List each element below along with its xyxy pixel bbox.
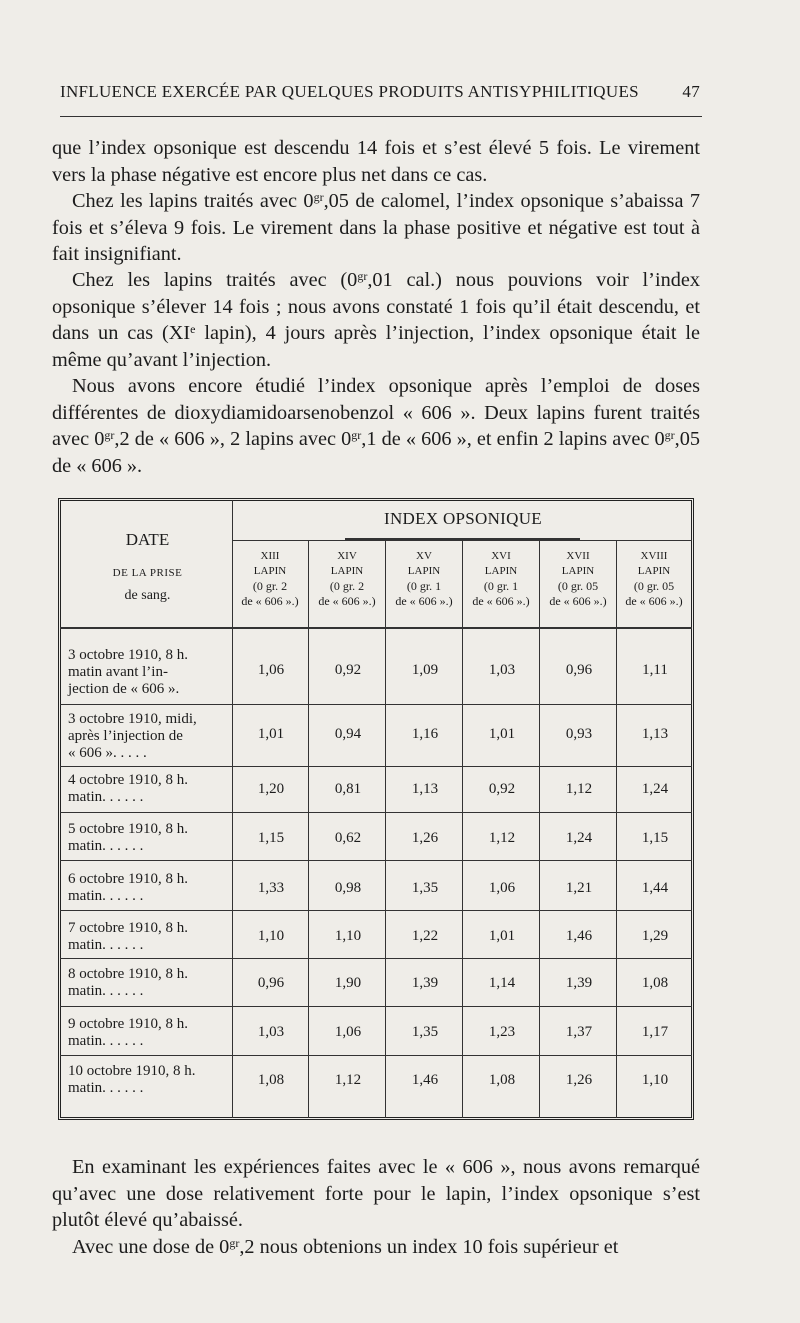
paragraph-4 bbox=[52, 373, 700, 479]
date-header: DATE bbox=[125, 530, 170, 549]
table-cell: 0,92 bbox=[488, 781, 516, 797]
column-header-xv bbox=[387, 549, 461, 609]
column-dose-unit: de « 606 ».) bbox=[472, 594, 530, 608]
table-cell: 1,26 bbox=[565, 1072, 593, 1088]
table-row-date bbox=[68, 772, 228, 806]
column-dose: (0 gr. 1 bbox=[406, 579, 442, 593]
paragraph-6 bbox=[52, 1234, 700, 1261]
row-separator bbox=[60, 958, 692, 959]
column-roman: XIV bbox=[337, 550, 357, 562]
table-cell: 1,01 bbox=[488, 928, 516, 944]
table-cell: 1,23 bbox=[488, 1024, 516, 1040]
row-separator bbox=[60, 910, 692, 911]
column-label: LAPIN bbox=[561, 565, 595, 577]
column-dose: (0 gr. 2 bbox=[252, 579, 288, 593]
table-cell: 1,06 bbox=[257, 662, 285, 678]
table-cell: 1,09 bbox=[411, 662, 439, 678]
paragraph-5-text: En examinant les expériences faites avec le « 606 », nous avons remarqué qu’avec une dose relativement forte pour le lapin, l’index opsonique s’est plutôt élevé qu’abaissé. bbox=[52, 1156, 700, 1232]
index-header: INDEX OPSONIQUE bbox=[384, 509, 542, 528]
row-date-line: matin avant l’in- bbox=[68, 664, 168, 680]
table-cell: 1,24 bbox=[641, 781, 669, 797]
table-cell: 1,21 bbox=[565, 880, 593, 896]
table-cell: 1,17 bbox=[641, 1024, 669, 1040]
row-date-line: 4 octobre 1910, 8 h. bbox=[68, 772, 188, 788]
paragraph-6-text: Avec une dose de $0^{gr},2$ nous obtenions un index 10 fois supérieur et bbox=[72, 1236, 619, 1258]
table-cell: 1,12 bbox=[334, 1072, 362, 1088]
paragraph-2-text: Chez les lapins traités avec $0^{gr},05$ de calomel, l’index opsonique s’abaissa 7 fois et s’éleva 9 fois. Le virement dans la phase positive et négative est tout à fait insignifiant. bbox=[52, 190, 700, 266]
column-dose-unit: de « 606 ».) bbox=[395, 594, 453, 608]
table-cell: 1,39 bbox=[565, 975, 593, 991]
column-header-xiv bbox=[310, 549, 384, 609]
table-cell: 1,08 bbox=[641, 975, 669, 991]
row-date-line: 3 octobre 1910, 8 h. bbox=[68, 647, 188, 663]
table-cell: 1,13 bbox=[641, 726, 669, 742]
paragraph-5 bbox=[52, 1154, 700, 1234]
table-cell: 1,37 bbox=[565, 1024, 593, 1040]
column-dose: (0 gr. 2 bbox=[329, 579, 365, 593]
row-date-line: 10 octobre 1910, 8 h. bbox=[68, 1063, 196, 1079]
table-cell: 1,90 bbox=[334, 975, 362, 991]
table-row-date bbox=[68, 1016, 228, 1050]
column-label: LAPIN bbox=[330, 565, 364, 577]
date-subheader-2: de sang. bbox=[124, 588, 171, 603]
table-cell: 1,44 bbox=[641, 880, 669, 896]
header-rule bbox=[60, 116, 702, 117]
column-dose: (0 gr. 05 bbox=[633, 579, 675, 593]
table-cell: 0,96 bbox=[257, 975, 285, 991]
table-cell: 1,14 bbox=[488, 975, 516, 991]
row-date-line: 5 octobre 1910, 8 h. bbox=[68, 821, 188, 837]
column-label: LAPIN bbox=[637, 565, 671, 577]
column-roman: XVIII bbox=[640, 550, 668, 562]
table-row-date bbox=[68, 1063, 228, 1097]
row-date-line: matin. . . . . . bbox=[68, 838, 144, 854]
row-date-line: matin. . . . . . bbox=[68, 1033, 144, 1049]
table-row-date bbox=[68, 711, 228, 762]
column-dose: (0 gr. 1 bbox=[483, 579, 519, 593]
table-cell: 1,35 bbox=[411, 1024, 439, 1040]
page-number: 47 bbox=[682, 82, 700, 101]
header-bottom-rule bbox=[60, 627, 692, 629]
table-cell: 1,39 bbox=[411, 975, 439, 991]
row-separator bbox=[60, 766, 692, 767]
table-cell: 1,24 bbox=[565, 830, 593, 846]
row-separator bbox=[60, 1055, 692, 1056]
column-label: LAPIN bbox=[407, 565, 441, 577]
table-cell: 0,92 bbox=[334, 662, 362, 678]
column-dose-unit: de « 606 ».) bbox=[241, 594, 299, 608]
column-label: LAPIN bbox=[253, 565, 287, 577]
table-cell: 1,10 bbox=[334, 928, 362, 944]
row-date-line: 8 octobre 1910, 8 h. bbox=[68, 966, 188, 982]
table-cell: 1,46 bbox=[411, 1072, 439, 1088]
table-cell: 1,22 bbox=[411, 928, 439, 944]
column-header-xiii bbox=[233, 549, 307, 609]
row-date-line: « 606 ». . . . . bbox=[68, 745, 147, 761]
table-cell: 1,26 bbox=[411, 830, 439, 846]
table-cell: 1,16 bbox=[411, 726, 439, 742]
table-cell: 0,93 bbox=[565, 726, 593, 742]
table-cell: 1,10 bbox=[641, 1072, 669, 1088]
row-date-line: matin. . . . . . bbox=[68, 1080, 144, 1096]
table-cell: 0,81 bbox=[334, 781, 362, 797]
column-roman: XIII bbox=[260, 550, 280, 562]
table-row-date bbox=[68, 966, 228, 1000]
column-header-xviii bbox=[617, 549, 691, 609]
column-dose-unit: de « 606 ».) bbox=[549, 594, 607, 608]
table-cell: 1,12 bbox=[488, 830, 516, 846]
row-date-line: 9 octobre 1910, 8 h. bbox=[68, 1016, 188, 1032]
column-roman: XVII bbox=[566, 550, 590, 562]
table-row-date bbox=[68, 871, 228, 905]
row-date-line: matin. . . . . . bbox=[68, 937, 144, 953]
table-cell: 1,06 bbox=[334, 1024, 362, 1040]
table-cell: 1,06 bbox=[488, 880, 516, 896]
table-cell: 1,29 bbox=[641, 928, 669, 944]
row-separator bbox=[60, 860, 692, 861]
column-header-xvii bbox=[541, 549, 615, 609]
row-date-line: 7 octobre 1910, 8 h. bbox=[68, 920, 188, 936]
paragraph-3 bbox=[52, 267, 700, 373]
column-dose-unit: de « 606 ».) bbox=[318, 594, 376, 608]
table-cell: 0,96 bbox=[565, 662, 593, 678]
date-subheader-1: DE LA PRISE bbox=[112, 567, 183, 579]
table-row-date bbox=[68, 647, 228, 698]
table-cell: 1,08 bbox=[488, 1072, 516, 1088]
column-dose: (0 gr. 05 bbox=[557, 579, 599, 593]
table-cell: 1,20 bbox=[257, 781, 285, 797]
table-cell: 1,10 bbox=[257, 928, 285, 944]
column-label: LAPIN bbox=[484, 565, 518, 577]
table-cell: 1,01 bbox=[257, 726, 285, 742]
column-header-xvi bbox=[464, 549, 538, 609]
column-roman: XV bbox=[416, 550, 432, 562]
table-cell: 1,01 bbox=[488, 726, 516, 742]
table-row-date bbox=[68, 920, 228, 954]
paragraph-2 bbox=[52, 188, 700, 268]
table-cell: 1,15 bbox=[641, 830, 669, 846]
table-row-date bbox=[68, 821, 228, 855]
table-cell: 0,94 bbox=[334, 726, 362, 742]
table-cell: 1,35 bbox=[411, 880, 439, 896]
table-cell: 1,03 bbox=[257, 1024, 285, 1040]
row-date-line: matin. . . . . . bbox=[68, 888, 144, 904]
paragraph-1: que l’index opsonique est descendu 14 fois et s’est élevé 5 fois. Le virement vers la phase négative est encore plus net dans ce cas. bbox=[52, 137, 700, 186]
row-date-line: 6 octobre 1910, 8 h. bbox=[68, 871, 188, 887]
table-cell: 1,33 bbox=[257, 880, 285, 896]
row-date-line: matin. . . . . . bbox=[68, 789, 144, 805]
table-cell: 0,98 bbox=[334, 880, 362, 896]
row-separator bbox=[60, 812, 692, 813]
column-roman: XVI bbox=[491, 550, 511, 562]
row-separator bbox=[60, 1006, 692, 1007]
row-date-line: 3 octobre 1910, midi, bbox=[68, 711, 197, 727]
table-cell: 1,11 bbox=[642, 662, 668, 678]
row-date-line: matin. . . . . . bbox=[68, 983, 144, 999]
row-date-line: jection de « 606 ». bbox=[68, 681, 180, 697]
table-cell: 1,46 bbox=[565, 928, 593, 944]
row-date-line: après l’injection de bbox=[68, 728, 183, 744]
table-cell: 1,13 bbox=[411, 781, 439, 797]
table-cell: 1,03 bbox=[488, 662, 516, 678]
table-cell: 1,12 bbox=[565, 781, 593, 797]
paragraph-3-text: Chez les lapins traités avec ($0^{gr},01$ cal.) nous pouvions voir l’index opsonique s’élever 14 fois ; nous avons constaté 1 fois qu’il était descendu, et dans un cas (XIe lapin), 4 jours après l’injection, l’index opsonique était le même qu’avant l’injection. bbox=[52, 269, 701, 371]
table-cell: 1,15 bbox=[257, 830, 285, 846]
table-cell: 1,08 bbox=[257, 1072, 285, 1088]
column-header-rule bbox=[232, 540, 692, 541]
row-separator bbox=[60, 704, 692, 705]
paragraph-4-text: Nous avons encore étudié l’index opsonique après l’emploi de doses différentes de dioxydiamidoarsenobenzol « 606 ». Deux lapins furent traités avec $0^{gr},2$ de « 606 », 2 lapins avec $0^{gr},1$ de « 606 », et enfin 2 lapins avec $0^{gr},05$ de « 606 ». bbox=[52, 375, 701, 477]
column-dose-unit: de « 606 ».) bbox=[625, 594, 683, 608]
running-head-title: INFLUENCE EXERCÉE PAR QUELQUES PRODUITS ANTISYPHILITIQUES bbox=[60, 82, 639, 101]
table-cell: 0,62 bbox=[334, 830, 362, 846]
